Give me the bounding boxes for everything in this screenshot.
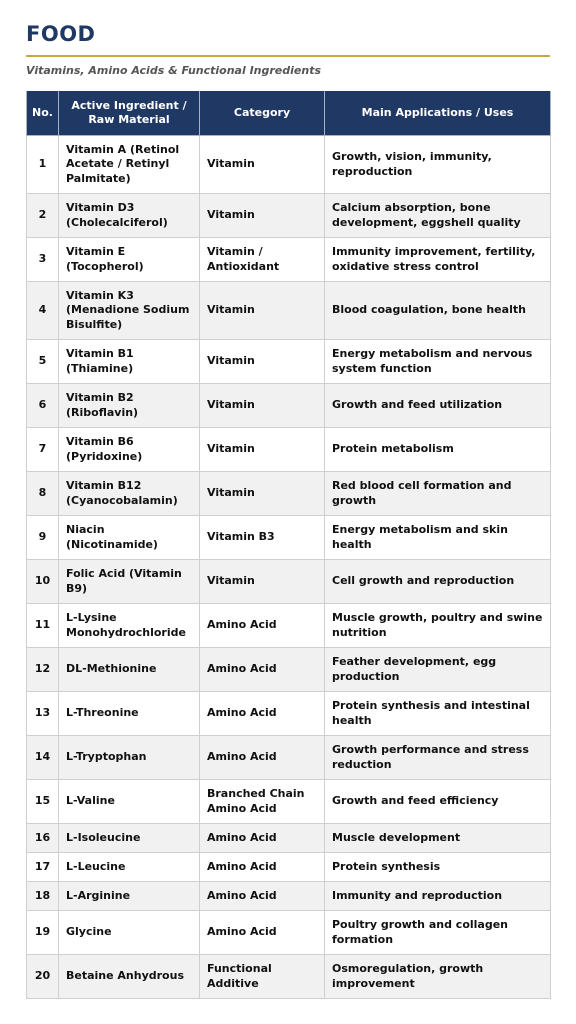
application-cell: Muscle growth, poultry and swine nutrition: [325, 604, 551, 648]
category-cell: Vitamin: [200, 136, 325, 194]
application-cell: Energy metabolism and nervous system function: [325, 340, 551, 384]
ingredients-table: [26, 91, 551, 999]
application-cell: Protein synthesis and intestinal health: [325, 692, 551, 736]
application-cell: Blood coagulation, bone health: [325, 282, 551, 340]
application-cell: Muscle development: [325, 824, 551, 853]
page-subtitle: Vitamins, Amino Acids & Functional Ingredients: [26, 64, 322, 77]
table-row: [27, 780, 551, 824]
category-cell: Amino Acid: [200, 824, 325, 853]
row-number-cell: 9: [27, 516, 59, 560]
table-row: [27, 955, 551, 999]
table-row: [27, 238, 551, 282]
application-cell: Protein metabolism: [325, 428, 551, 472]
row-number-cell: 2: [27, 194, 59, 238]
category-cell: Functional Additive: [200, 955, 325, 999]
ingredient-name-cell: Vitamin B1 (Thiamine): [59, 340, 200, 384]
ingredient-name-cell: L-Lysine Monohydrochloride: [59, 604, 200, 648]
application-cell: Osmoregulation, growth improvement: [325, 955, 551, 999]
table-body: [27, 136, 551, 999]
table-row: [27, 428, 551, 472]
ingredient-name-cell: Betaine Anhydrous: [59, 955, 200, 999]
ingredient-name-cell: Glycine: [59, 911, 200, 955]
row-number-cell: 17: [27, 853, 59, 882]
column-header-applications: Main Applications / Uses: [325, 91, 551, 136]
row-number-cell: 20: [27, 955, 59, 999]
row-number-cell: 15: [27, 780, 59, 824]
table-row: [27, 472, 551, 516]
ingredient-name-cell: Vitamin B6 (Pyridoxine): [59, 428, 200, 472]
ingredient-name-cell: L-Isoleucine: [59, 824, 200, 853]
category-cell: Vitamin: [200, 472, 325, 516]
application-cell: Feather development, egg production: [325, 648, 551, 692]
application-cell: Red blood cell formation and growth: [325, 472, 551, 516]
category-cell: Branched Chain Amino Acid: [200, 780, 325, 824]
application-cell: Growth performance and stress reduction: [325, 736, 551, 780]
ingredient-name-cell: Niacin (Nicotinamide): [59, 516, 200, 560]
ingredient-name-cell: L-Leucine: [59, 853, 200, 882]
category-cell: Vitamin: [200, 384, 325, 428]
category-cell: Vitamin / Antioxidant: [200, 238, 325, 282]
table-row: [27, 824, 551, 853]
category-cell: Vitamin: [200, 560, 325, 604]
category-cell: Vitamin: [200, 428, 325, 472]
row-number-cell: 11: [27, 604, 59, 648]
category-cell: Amino Acid: [200, 911, 325, 955]
table-row: [27, 604, 551, 648]
table-row: [27, 384, 551, 428]
ingredient-name-cell: L-Tryptophan: [59, 736, 200, 780]
application-cell: Protein synthesis: [325, 853, 551, 882]
row-number-cell: 3: [27, 238, 59, 282]
ingredient-name-cell: Vitamin K3 (Menadione Sodium Bisulfite): [59, 282, 200, 340]
table-row: [27, 136, 551, 194]
table-row: [27, 648, 551, 692]
row-number-cell: 13: [27, 692, 59, 736]
category-cell: Amino Acid: [200, 882, 325, 911]
table-row: [27, 853, 551, 882]
table-row: [27, 194, 551, 238]
category-cell: Amino Acid: [200, 604, 325, 648]
table-header-row: [27, 91, 551, 136]
application-cell: Growth and feed utilization: [325, 384, 551, 428]
ingredient-name-cell: Vitamin B2 (Riboflavin): [59, 384, 200, 428]
ingredient-name-cell: Vitamin E (Tocopherol): [59, 238, 200, 282]
category-cell: Amino Acid: [200, 853, 325, 882]
category-cell: Vitamin: [200, 282, 325, 340]
table-row: [27, 340, 551, 384]
row-number-cell: 8: [27, 472, 59, 516]
application-cell: Poultry growth and collagen formation: [325, 911, 551, 955]
row-number-cell: 19: [27, 911, 59, 955]
row-number-cell: 6: [27, 384, 59, 428]
application-cell: Calcium absorption, bone development, eggshell quality: [325, 194, 551, 238]
table-row: [27, 882, 551, 911]
page-title: FOOD: [26, 22, 96, 46]
application-cell: Cell growth and reproduction: [325, 560, 551, 604]
category-cell: Vitamin B3: [200, 516, 325, 560]
table-row: [27, 911, 551, 955]
row-number-cell: 4: [27, 282, 59, 340]
ingredient-name-cell: DL-Methionine: [59, 648, 200, 692]
table-row: [27, 516, 551, 560]
application-cell: Growth and feed efficiency: [325, 780, 551, 824]
category-cell: Amino Acid: [200, 736, 325, 780]
table-row: [27, 692, 551, 736]
ingredient-name-cell: L-Threonine: [59, 692, 200, 736]
title-divider: [26, 55, 550, 57]
column-header-ingredient: Active Ingredient / Raw Material: [59, 91, 200, 136]
application-cell: Immunity improvement, fertility, oxidative stress control: [325, 238, 551, 282]
row-number-cell: 14: [27, 736, 59, 780]
category-cell: Vitamin: [200, 340, 325, 384]
row-number-cell: 5: [27, 340, 59, 384]
ingredient-name-cell: L-Valine: [59, 780, 200, 824]
ingredient-name-cell: L-Arginine: [59, 882, 200, 911]
ingredient-name-cell: Vitamin A (Retinol Acetate / Retinyl Palmitate): [59, 136, 200, 194]
column-header-category: Category: [200, 91, 325, 136]
application-cell: Energy metabolism and skin health: [325, 516, 551, 560]
row-number-cell: 18: [27, 882, 59, 911]
ingredient-name-cell: Folic Acid (Vitamin B9): [59, 560, 200, 604]
category-cell: Amino Acid: [200, 648, 325, 692]
table-row: [27, 560, 551, 604]
table-row: [27, 736, 551, 780]
category-cell: Vitamin: [200, 194, 325, 238]
category-cell: Amino Acid: [200, 692, 325, 736]
row-number-cell: 16: [27, 824, 59, 853]
column-header-no: No.: [27, 91, 59, 136]
row-number-cell: 10: [27, 560, 59, 604]
ingredient-name-cell: Vitamin B12 (Cyanocobalamin): [59, 472, 200, 516]
table-row: [27, 282, 551, 340]
application-cell: Immunity and reproduction: [325, 882, 551, 911]
row-number-cell: 12: [27, 648, 59, 692]
row-number-cell: 1: [27, 136, 59, 194]
ingredient-name-cell: Vitamin D3 (Cholecalciferol): [59, 194, 200, 238]
row-number-cell: 7: [27, 428, 59, 472]
application-cell: Growth, vision, immunity, reproduction: [325, 136, 551, 194]
